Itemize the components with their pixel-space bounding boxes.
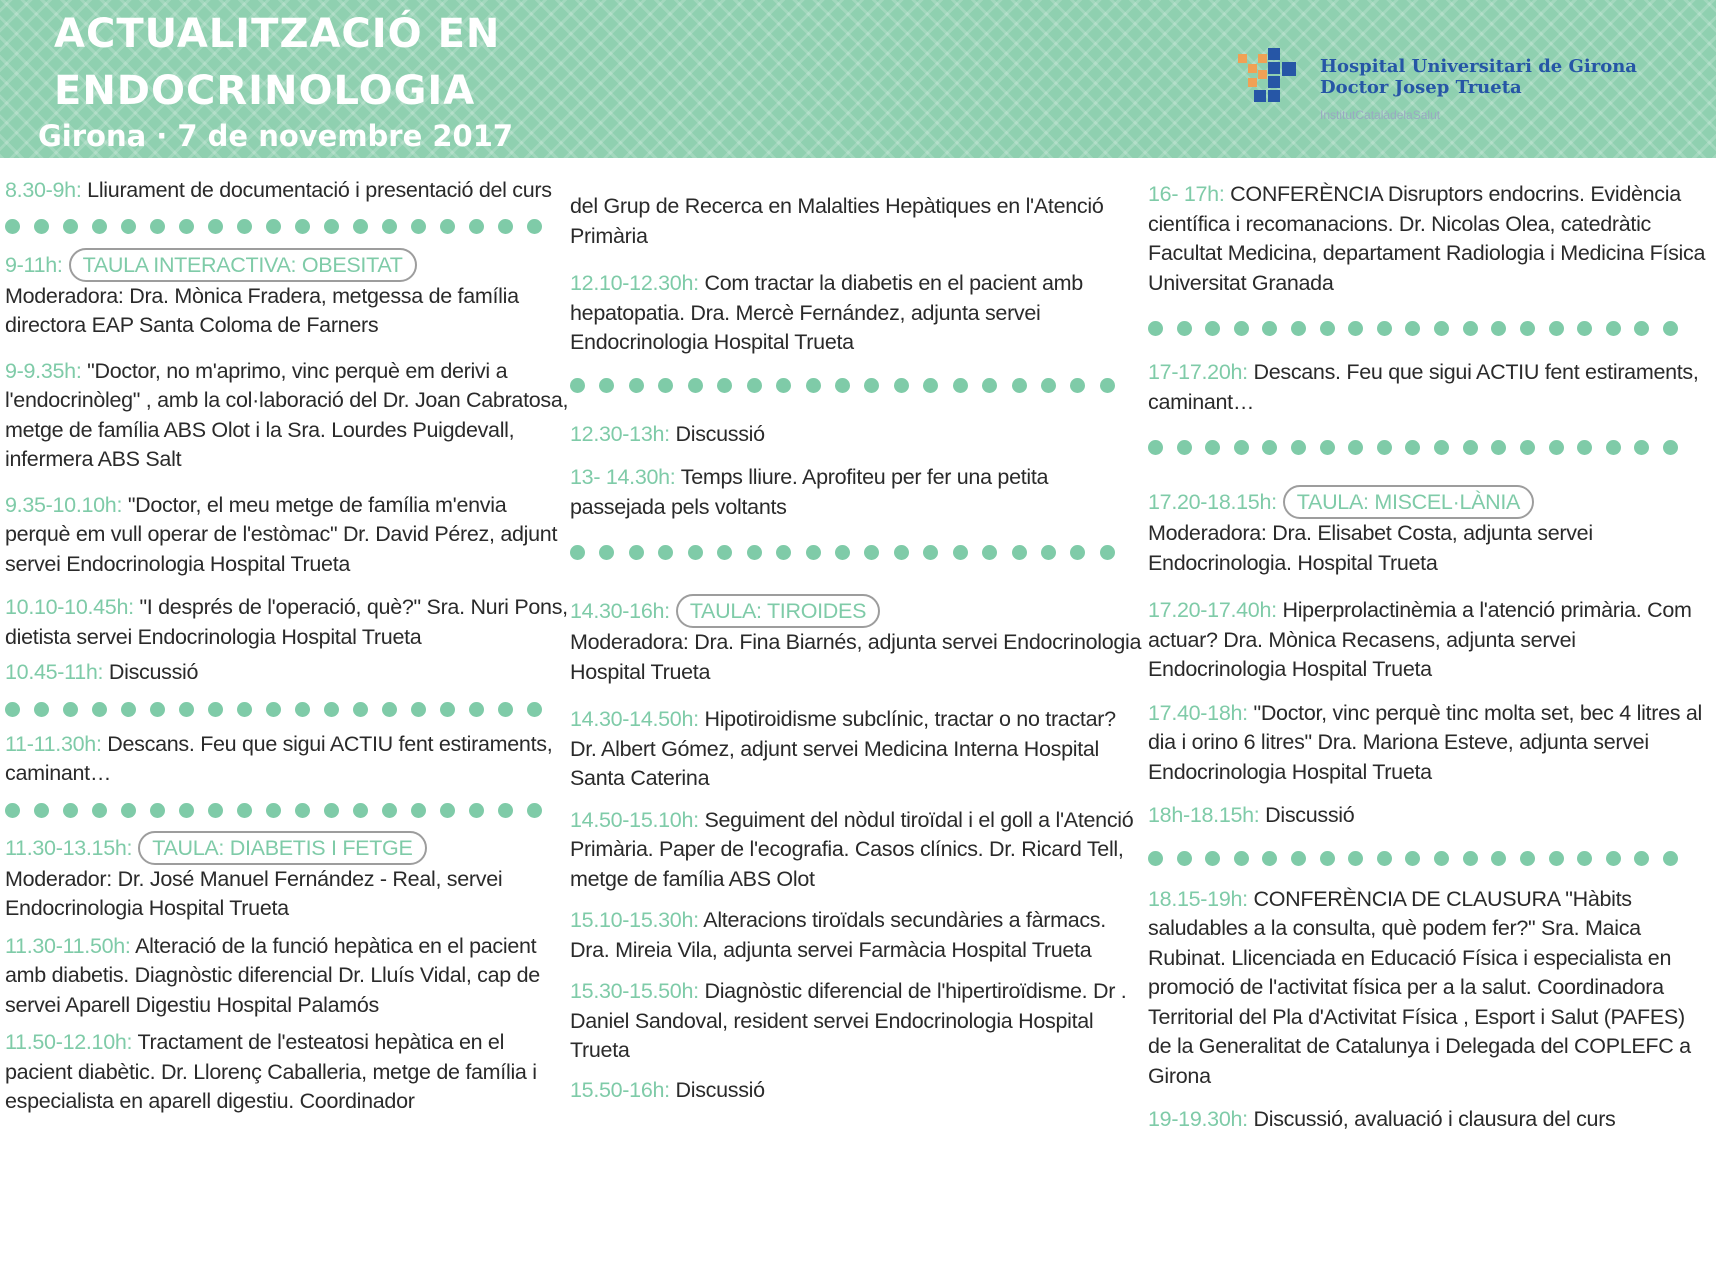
session-header: 9-11h: TAULA INTERACTIVA: OBESITAT bbox=[5, 248, 570, 282]
program-item: 10.10-10.45h: "I després de l'operació, què?" Sra. Nuri Pons, dietista servei Endocrinologia Hospital Trueta bbox=[5, 595, 568, 649]
program-item: 11.50-12.10h: Tractament de l'esteatosi hepàtica en el pacient diabètic. Dr. Llorenç Caballeria, metge de família i especialista en aparell digestiu. Coordinador bbox=[5, 1030, 537, 1113]
session-header: 17.20-18.15h: TAULA: MISCEL·LÀNIA bbox=[1148, 485, 1708, 519]
program-item: 17.40-18h: "Doctor, vinc perquè tinc molta set, bec 4 litres al dia i orino 6 litres" Dra. Mariona Esteve, adjunta servei Endocrinologia Hospital Trueta bbox=[1148, 700, 1703, 784]
moderator-info: Moderadora: Dra. Fina Biarnés, adjunta servei Endocrinologia Hospital Trueta bbox=[570, 630, 1142, 684]
program-item: 12.30-13h: Discussió bbox=[570, 421, 765, 446]
moderator-info: Moderador: Dr. José Manuel Fernández - Real, servei Endocrinologia Hospital Trueta bbox=[5, 866, 503, 920]
program-item: 15.10-15.30h: Alteracions tiroïdals secundàries a fàrmacs. Dra. Mireia Vila, adjunta servei Farmàcia Hospital Trueta bbox=[570, 908, 1106, 962]
dot-separator bbox=[5, 702, 542, 718]
program-column-1 bbox=[5, 172, 570, 1117]
dot-separator bbox=[5, 219, 542, 235]
logo-text-line-2: Doctor Josep Trueta bbox=[1320, 77, 1522, 98]
dot-separator bbox=[1148, 439, 1678, 455]
program-item: 14.30-14.50h: Hipotiroidisme subclínic, tractar o no tractar? Dr. Albert Gómez, adjunt servei Medicina Interna Hospital Santa Caterina bbox=[570, 707, 1116, 790]
program-item: 17.20-17.40h: Hiperprolactinèmia a l'atenció primària. Com actuar? Dra. Mònica Recasens, adjunta servei Endocrinologia Hospital Trueta bbox=[1148, 598, 1692, 681]
dot-separator bbox=[570, 544, 1115, 560]
title-line-1: ACTUALITZACIÓ EN bbox=[54, 11, 501, 57]
program-item: 11.30-11.50h: Alteració de la funció hepàtica en el pacient amb diabetis. Diagnòstic diferencial Dr. Lluís Vidal, cap de servei Aparell Digestiu Hospital Palamós bbox=[5, 933, 540, 1017]
program-item: 10.45-11h: Discussió bbox=[5, 660, 199, 684]
program-item: 18h-18.15h: Discussió bbox=[1148, 803, 1355, 827]
header-banner bbox=[0, 0, 1716, 158]
logo-text-line-1: Hospital Universitari de Girona bbox=[1320, 56, 1637, 77]
dot-separator bbox=[570, 378, 1115, 394]
moderator-info: Moderadora: Dra. Mònica Fradera, metgessa de família directora EAP Santa Coloma de Farners bbox=[5, 283, 519, 337]
event-date-location: Girona · 7 de novembre 2017 bbox=[38, 119, 514, 153]
program-item-continued: del Grup de Recerca en Malalties Hepàtiques en l'Atenció Primària bbox=[570, 194, 1104, 248]
dot-separator bbox=[5, 803, 542, 819]
moderator-info: Moderadora: Dra. Elisabet Costa, adjunta servei Endocrinologia. Hospital Trueta bbox=[1148, 521, 1593, 575]
session-header: 11.30-13.15h: TAULA: DIABETIS I FETGE bbox=[5, 831, 570, 865]
program-column-3 bbox=[1148, 172, 1708, 1135]
session-title-badge: TAULA: MISCEL·LÀNIA bbox=[1283, 485, 1534, 519]
logo-institute: InstitutCatalàdelaSalut bbox=[1320, 108, 1441, 122]
program-item: 15.50-16h: Discussió bbox=[570, 1077, 765, 1102]
session-header: 14.30-16h: TAULA: TIROIDES bbox=[570, 594, 1145, 628]
session-title-badge: TAULA INTERACTIVA: OBESITAT bbox=[69, 248, 417, 282]
program-item: 15.30-15.50h: Diagnòstic diferencial de l'hipertiroïdisme. Dr . Daniel Sandoval, resident servei Endocrinologia Hospital Trueta bbox=[570, 979, 1127, 1062]
dot-separator bbox=[1148, 851, 1678, 867]
dot-separator bbox=[1148, 320, 1678, 336]
session-title-badge: TAULA: DIABETIS I FETGE bbox=[138, 831, 426, 865]
program-item: 16- 17h: CONFERÈNCIA Disruptors endocrins. Evidència científica i recomanacions. Dr. Nicolas Olea, catedràtic Facultat Medicina, departament Radiologia i Medicina Física Universitat Granada bbox=[1148, 182, 1706, 295]
program-item: 12.10-12.30h: Com tractar la diabetis en el pacient amb hepatopatia. Dra. Mercè Fernández, adjunta servei Endocrinologia Hospital Trueta bbox=[570, 271, 1083, 354]
session-title-badge: TAULA: TIROIDES bbox=[676, 594, 880, 628]
program-column-2 bbox=[570, 172, 1145, 1105]
program-item: 11-11.30h: Descans. Feu que sigui ACTIU fent estiraments, caminant… bbox=[5, 731, 553, 785]
hospital-logo-icon bbox=[1238, 48, 1310, 120]
program-item: 13- 14.30h: Temps lliure. Aprofiteu per fer una petita passejada pels voltants bbox=[570, 465, 1049, 519]
program-item: 18.15-19h: CONFERÈNCIA DE CLAUSURA "Hàbits saludables a la consulta, què podem fer?" Sra. Maica Rubinat. Llicenciada en Educació Física i especialista en promoció de l'activitat física per a la salut. Coordinadora Territorial del Pla d'Activitat Física , Esport i Salut (PAFES) de la Generalitat de Catalunya i Delegada del COPLEFC a Girona bbox=[1148, 886, 1691, 1088]
program-item: 19-19.30h: Discussió, avaluació i clausura del curs bbox=[1148, 1107, 1616, 1131]
title-line-2: ENDOCRINOLOGIA bbox=[54, 68, 476, 114]
program-item: 9-9.35h: "Doctor, no m'aprimo, vinc perquè em derivi a l'endocrinòleg" , amb la col·laboració del Dr. Joan Cabratosa, metge de família ABS Olot i la Sra. Lourdes Puigdevall, infermera ABS Salt bbox=[5, 358, 569, 471]
program-item: 8.30-9h: Lliurament de documentació i presentació del curs bbox=[5, 178, 552, 202]
program-item: 9.35-10.10h: "Doctor, el meu metge de família m'envia perquè em vull operar de l'estòmac" Dr. David Pérez, adjunt servei Endocrinologia Hospital Trueta bbox=[5, 492, 558, 576]
page-title bbox=[54, 6, 500, 120]
program-item: 17-17.20h: Descans. Feu que sigui ACTIU fent estiraments, caminant… bbox=[1148, 360, 1699, 414]
hospital-logo bbox=[1238, 48, 1637, 128]
program-item: 14.50-15.10h: Seguiment del nòdul tiroïdal i el goll a l'Atenció Primària. Paper de l'ecografia. Casos clínics. Dr. Ricard Tell, metge de família ABS Olot bbox=[570, 807, 1134, 891]
